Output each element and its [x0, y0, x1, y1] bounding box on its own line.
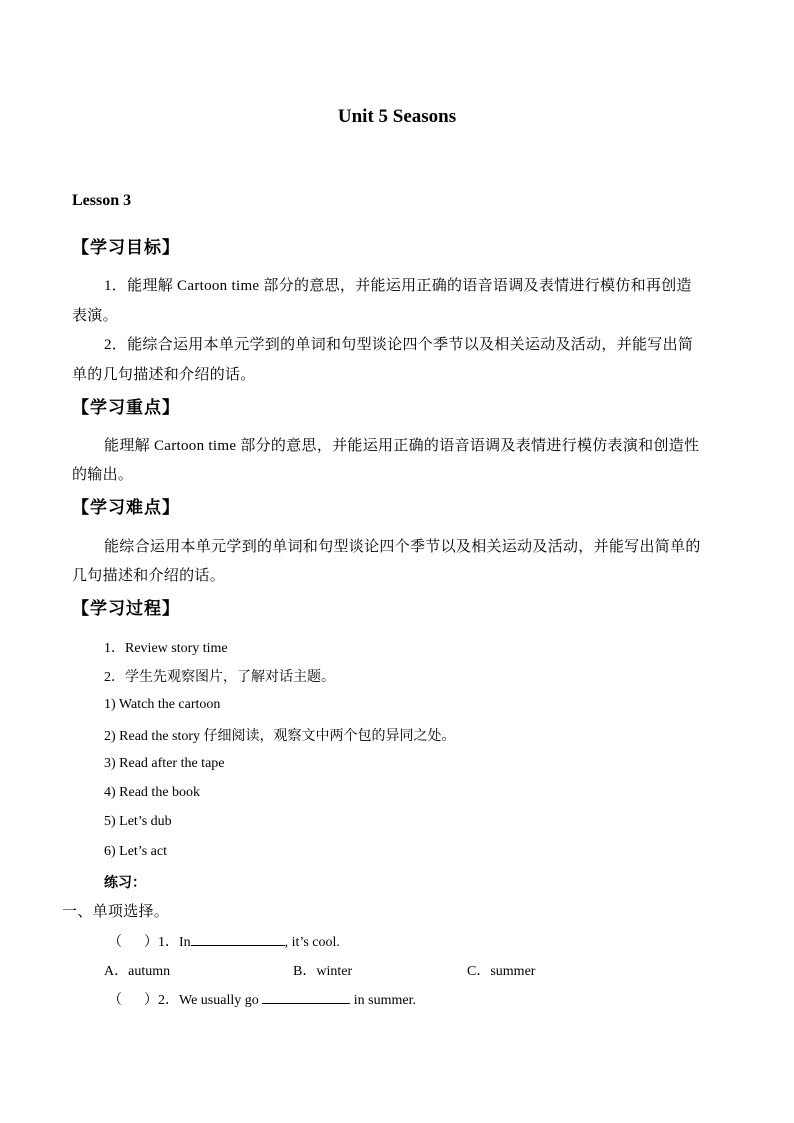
part-1-title: 一、单项选择。 — [62, 904, 170, 920]
option-b: B．winter — [293, 964, 353, 979]
process-heading: 【学习过程】 — [72, 599, 180, 618]
answer-paren-open: （ — [108, 935, 122, 950]
lesson-label: Lesson 3 — [72, 192, 132, 209]
process-sub-2: 2) Read the story 仔细阅读，观察文中两个包的异同之处。 — [104, 729, 456, 744]
practice-label: 练习： — [104, 876, 146, 891]
process-sub-6: 6) Let’s act — [104, 844, 167, 859]
answer-paren-close: ） — [144, 935, 158, 950]
objective-1-line-2: 表演。 — [72, 308, 118, 324]
objectives-heading: 【学习目标】 — [72, 238, 180, 257]
question-1-text: 1．In — [158, 935, 191, 950]
process-sub-3: 3) Read after the tape — [104, 756, 225, 771]
question-2 — [108, 989, 416, 1009]
difficulties-heading: 【学习难点】 — [72, 498, 180, 517]
objective-2-line-1: 2．能综合运用本单元学到的单词和句型谈论四个季节以及相关运动及活动，并能写出简 — [104, 337, 694, 353]
question-1 — [108, 931, 340, 951]
question-1-tail: , it’s cool. — [284, 935, 340, 950]
option-c: C．summer — [467, 964, 536, 979]
key-points-line-2: 的输出。 — [72, 467, 134, 483]
question-2-blank[interactable] — [262, 1002, 350, 1004]
page-title: Unit 5 Seasons — [337, 106, 457, 127]
question-2-text: 2．We usually go — [158, 993, 259, 1008]
option-a: A．autumn — [104, 964, 171, 979]
question-2-tail: in summer. — [353, 993, 416, 1008]
objective-2-line-2: 单的几句描述和介绍的话。 — [72, 367, 256, 383]
process-sub-5: 5) Let’s dub — [104, 814, 172, 829]
difficulties-line-2: 几句描述和介绍的话。 — [72, 568, 226, 584]
difficulties-line-1: 能综合运用本单元学到的单词和句型谈论四个季节以及相关运动及活动，并能写出简单的 — [104, 539, 701, 555]
process-step-1: 1．Review story time — [104, 641, 228, 656]
question-1-blank[interactable] — [191, 944, 285, 946]
objective-1-line-1: 1．能理解 Cartoon time 部分的意思，并能运用正确的语音语调及表情进行模仿和再创造 — [104, 278, 692, 294]
key-points-heading: 【学习重点】 — [72, 398, 180, 417]
answer-paren-open: （ — [108, 993, 122, 1008]
answer-paren-close: ） — [144, 993, 158, 1008]
process-step-2: 2．学生先观察图片，了解对话主题。 — [104, 670, 335, 685]
process-sub-1: 1) Watch the cartoon — [104, 697, 221, 712]
key-points-line-1: 能理解 Cartoon time 部分的意思，并能运用正确的语音语调及表情进行模仿表演和创造性 — [104, 438, 700, 454]
process-sub-4: 4) Read the book — [104, 785, 201, 800]
